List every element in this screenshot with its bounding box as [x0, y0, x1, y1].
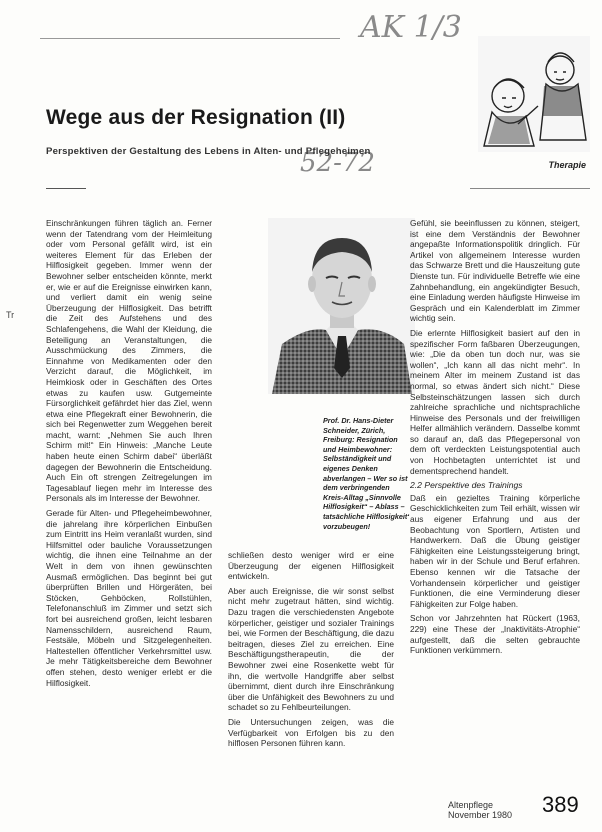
article-subtitle: Perspektiven der Gestaltung des Lebens in Alten- und Pflegeheimen	[46, 146, 371, 157]
cartoon-illustration	[478, 36, 590, 152]
divider-right	[470, 188, 590, 189]
paragraph: Schon vor Jahrzehnten hat Rückert (1963, 229) eine These der „Inaktivitäts-Atrophie“ aufgestellt, daß die selten gebrauchte Funktionen verkümmern.	[410, 613, 580, 656]
journal-name: Altenpflege	[448, 800, 494, 810]
margin-mark: Tr	[6, 310, 15, 320]
divider-left	[46, 188, 86, 189]
article-title: Wege aus der Resignation (II)	[46, 106, 346, 129]
paragraph: Aber auch Ereignisse, die wir sonst selbst nicht mehr zugetraut hätten, sind wichtig. Dazu tragen die verschiedensten Angebote körperlicher, geistiger und sozialer Trainings bei, wie Formen der Beschäftigung, die dazu beitragen, dieses Ziel zu erreichen. Eine Beschäftigungstherapeutin, die der Bewohner zwei eine Rosenkette webt für ihn, die wertvolle Handgriffe aber selbst übernimmt, dient durch ihre Einschränkung über die Unfähigkeit des Bewohners zu und schadet so zu Fehlbeurteilungen.	[228, 585, 394, 713]
column-3	[410, 218, 580, 660]
header-rule	[40, 38, 340, 39]
paragraph: schließen desto weniger wird er eine Überzeugung der eigenen Hilflosigkeit entwickeln.	[228, 550, 394, 582]
paragraph: Die Untersuchungen zeigen, was die Verfügbarkeit von Erfolgen bis zu den hilflosen Personen führen kann.	[228, 716, 394, 749]
column-1	[46, 218, 212, 692]
handwritten-number: 52-72	[300, 148, 375, 178]
journal-issue: November 1980	[448, 810, 513, 820]
paragraph: Die erlernte Hilflosigkeit basiert auf den in spezifischer Form faßbaren Überzeugungen, wie: „Die da oben tun doch nur, was sie wollen“, „Ich kann all das nicht mehr“. In meinem Alter im meinem Zustand ist das normal, so etwas ändert sich nicht.“ Diese Selbsteinschätzungen lassen sich durch zahlreiche sprachliche und nichtsprachliche Hinweise des Personals und der freiwilligen Helfer allmählich verändern. Dasselbe kommt so darauf an, daß das Pflegepersonal von dem oft verdeckten Leistungspotential auch von Hochbetagten unterrichtet ist und dementsprechend handelt.	[410, 327, 580, 476]
photo-caption: Prof. Dr. Hans-Dieter Schneider, Zürich, Freiburg: Resignation und Heimbewohner: Selbständigkeit und eigenes Denken abverlangen – Wer so ist dem verbringenden Kreis-Alltag „Sinnvolle Hilflosigkeit“ – Ablass – tatsächliche Hilflosigkeit‘ vorzubeugen!	[323, 416, 410, 531]
footer-journal	[448, 800, 512, 820]
section-heading: 2.2 Perspektive des Trainings	[410, 480, 523, 491]
column-2	[228, 550, 394, 753]
author-portrait	[268, 218, 415, 394]
section-tag: Therapie	[548, 160, 586, 170]
paragraph: Gerade für Alten- und Pflegeheimbewohner, die jahrelang ihre körperlichen Einbußen zum Eintritt ins Heim veranlaßt wurden, sind Hilfsmittel oder bauliche Voraussetzungen wichtig, die ihnen eine Teilnahme an der Welt in dem von ihnen gewünschten Ausmaß ermöglichen. Das beginnt bei gut überprüften Brillen und Hörgeräten, bei Stöcken, Gehböcken, Rollstühlen, Telefonanschluß im Zimmer und setzt sich fort bei ausreichend großen, leicht lesbaren Namensschildern, ausreichend Raum, Festsäle, Möbeln und Sitzgelegenheiten. Haltestellen öffentlicher Verkehrsmittel usw. Je mehr Tätigkeitsbereiche dem Bewohner offen stehen, desto weniger erlebt er die Hilflosigkeit.	[46, 508, 212, 688]
paragraph: Daß ein gezieltes Training körperliche Geschicklichkeiten zum Teil erhält, wissen wir aus eigener Erfahrung und aus der Beobachtung von Sportlern, Artisten und Handwerkern. Daß die Übung geistiger Fähigkeiten eine Leistungssteigerung bringt, haben wir in der Schule und Beruf erfahren. Ebenso kennen wir die Tatsache der Vorhandensein körperlicher und geistiger Funktionen, die eine Verminderung dieser Fähigkeiten zur Folge haben.	[410, 492, 580, 609]
paragraph: Einschränkungen führen täglich an. Ferner wenn der Tatendrang vom der Heimleitung oder vom Personal gefällt wird, ist ein weiteres Element für das Erleben der Hilflosigkeit gegeben. Immer wenn der Bewohner selber entscheiden könnte, merkt er, wie er auf die Ereignisse einwirken kann, und verliert damit ein wenig seine Überzeugung der Hilflosigkeit. Das betrifft die Zeit des Aufstehens und des Schlafengehens, die Wahl der Kleidung, die Beteiligung an Veranstaltungen, die Ausschmückung des Zimmers, die Einnahme von Medikamenten oder den Verzicht darauf, die Möglichkeit, im Heimkiosk oder in Geschäften des Ortes etwas zu kaufen usw. Gutgemeinte Fürsorglichkeit gefährdet hier das Ziel, wenn etwa eine Pflegekraft einer Bewohnerin, die sich bei Regenwetter zum Weggehen bereit macht, warnt: „Nehmen Sie auch Ihren Schirm mit!“ Ein Hinweis: „Manche Leute haben heute einen Schirm dabei“ überläßt dagegen der Bewohnerin die Entscheidung. Auch Ein oft strengen Zeitregelungen im Tagesablauf liegen mehr im Interesse des Personals als im Interesse der Bewohner.	[46, 218, 212, 504]
page-number: 389	[542, 792, 579, 817]
paragraph: Gefühl, sie beeinflussen zu können, steigert, ist eine dem Verständnis der Bewohner angepaßte Informationspolitik dringlich. Für Artikel von allgemeinem Interesse wurden das Schwarze Brett und die Hauszeitung gute Dienste tun. Für individuelle Betreffe wie eine Zahnbehandlung, ein angekündigter Besuch, eine Einladung werden häufigste Hinweise im Gespräch und ein Kalenderblatt im Zimmer wichtig sein.	[410, 218, 580, 324]
handwritten-note: AK 1/3	[360, 10, 462, 45]
